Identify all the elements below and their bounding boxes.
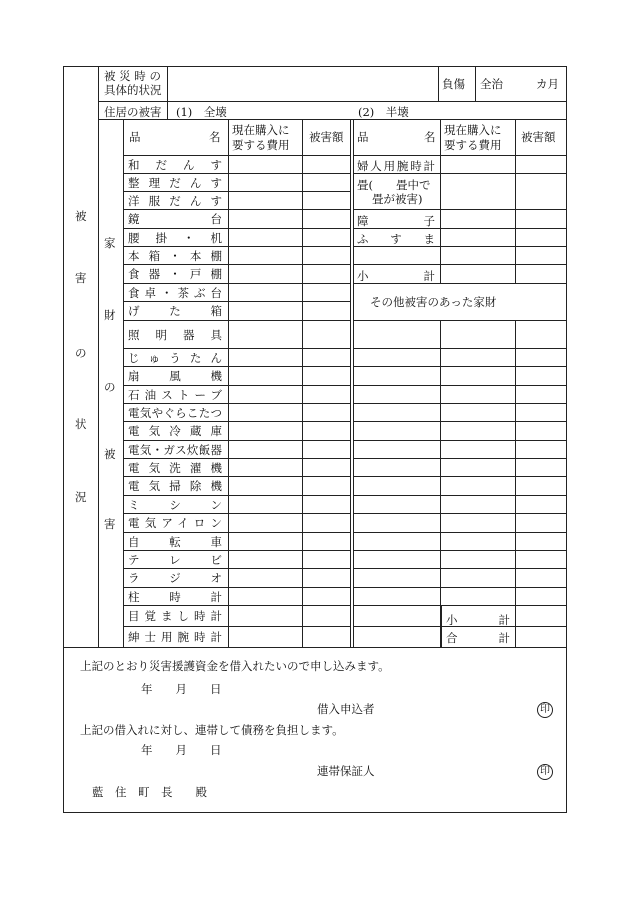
application-date: 年 月 日 xyxy=(141,682,222,696)
left-row-line xyxy=(123,228,350,229)
right-row-line xyxy=(353,421,567,422)
right-row-line xyxy=(353,440,567,441)
left-item-label: 扇風機 xyxy=(128,369,222,383)
left-row-line xyxy=(123,458,350,459)
outer-side-char: 状 xyxy=(75,417,87,431)
col-item-left-1: 品 xyxy=(129,130,141,144)
bottom-total-left xyxy=(441,605,442,647)
other-title-bottom xyxy=(353,320,567,321)
injury-unit: カ月 xyxy=(536,77,559,91)
inner-side-char: 財 xyxy=(104,308,116,322)
guarantor-label: 連帯保証人 xyxy=(317,764,375,778)
left-item-label: 食器・戸棚 xyxy=(128,267,222,281)
header-row-bottom xyxy=(98,101,567,102)
right-damage-divider-top xyxy=(515,119,516,283)
dwelling-option-1: (1) 全壊 xyxy=(176,105,227,119)
left-row-line xyxy=(123,587,350,588)
status-label-line2: 具体的状況 xyxy=(104,83,162,97)
left-item-label: 目覚まし時計 xyxy=(128,609,222,623)
dwelling-label: 住居の被害 xyxy=(104,105,162,119)
left-row-line xyxy=(123,421,350,422)
left-item-label: 電気冷蔵庫 xyxy=(128,424,222,438)
col-item-left-2: 名 xyxy=(209,130,221,144)
right-row-line xyxy=(353,495,567,496)
left-row-line xyxy=(123,209,350,210)
left-item-label: 整理だんす xyxy=(128,176,222,190)
inner-side-char: 被 xyxy=(104,447,116,461)
left-item-label: 電気やぐらこたつ xyxy=(128,406,222,420)
right-item-tatami-l1: 畳( 畳中で xyxy=(357,178,431,192)
right-item-tatami-l2: 畳が被害) xyxy=(372,192,423,206)
right-row-line xyxy=(353,366,567,367)
right-row-line xyxy=(353,568,567,569)
col-cost-right-l2: 要する費用 xyxy=(444,138,502,152)
left-row-line xyxy=(123,264,350,265)
left-row-line xyxy=(123,605,350,606)
left-row-line xyxy=(123,532,350,533)
right-cost-divider-bottom xyxy=(440,320,441,647)
injury-divider xyxy=(438,66,439,101)
left-item-label: 電気掃除機 xyxy=(128,479,222,493)
left-item-label: 柱時計 xyxy=(128,590,222,604)
left-item-label: 食卓・茶ぶ台 xyxy=(128,286,222,300)
left-item-label: 自転車 xyxy=(128,535,222,549)
left-item-label: 電気アイロン xyxy=(128,516,222,530)
right-item-shoji: 障子 xyxy=(357,214,435,228)
left-row-line xyxy=(123,301,350,302)
applicant-label: 借入申込者 xyxy=(317,702,375,716)
left-item-label: 和だんす xyxy=(128,158,222,172)
left-item-label: 電気・ガス炊飯器 xyxy=(128,443,222,457)
left-item-label: じゅうたん xyxy=(128,351,222,365)
col-cost-left-l1: 現在購入に xyxy=(232,123,290,137)
guarantor-seal: 印 xyxy=(537,764,553,780)
left-header-bottom xyxy=(123,155,350,156)
right-row-line xyxy=(353,385,567,386)
left-row-line xyxy=(123,476,350,477)
left-item-label: 石油ストーブ xyxy=(128,388,222,402)
col-cost-right-l1: 現在購入に xyxy=(444,123,502,137)
right-row-line xyxy=(353,458,567,459)
guarantor-statement: 上記の借入れに対し、連帯して債務を負担します。 xyxy=(80,723,344,737)
col-divider-side xyxy=(98,66,99,647)
right-row-line xyxy=(353,476,567,477)
right-row-line xyxy=(353,264,567,265)
bottom-total: 合計 xyxy=(446,631,510,645)
addressee: 藍 住 町 長 殿 xyxy=(92,785,207,799)
injury-divider-2 xyxy=(475,66,476,101)
left-table-right xyxy=(350,119,351,647)
other-header-bottom xyxy=(353,348,567,349)
left-item-label: 腰掛・机 xyxy=(128,231,222,245)
dwelling-label-divider xyxy=(167,101,168,119)
right-row-line xyxy=(353,550,567,551)
left-item-label: 鏡台 xyxy=(128,212,222,226)
left-row-line xyxy=(123,320,350,321)
outer-side-char: 被 xyxy=(75,209,87,223)
left-row-line xyxy=(123,403,350,404)
left-item-label: テレビ xyxy=(128,553,222,567)
left-item-label: 照明器具 xyxy=(128,328,222,342)
status-label-line1: 被 災 時 の xyxy=(104,69,161,83)
outer-side-char: 況 xyxy=(75,490,87,504)
left-row-line xyxy=(123,626,350,627)
left-row-line xyxy=(123,173,350,174)
other-items-title: その他被害のあった家財 xyxy=(370,295,497,309)
left-item-label: ラジオ xyxy=(128,571,222,585)
right-row-line xyxy=(353,403,567,404)
left-row-line xyxy=(123,283,350,284)
table-bottom xyxy=(63,647,567,648)
guarantor-date: 年 月 日 xyxy=(141,743,222,757)
application-statement: 上記のとおり災害援護資金を借入れたいので申し込みます。 xyxy=(80,659,390,673)
left-item-label: ミシン xyxy=(128,498,222,512)
right-row-line xyxy=(353,209,567,210)
left-row-line xyxy=(123,568,350,569)
right-cost-divider-top xyxy=(440,119,441,283)
applicant-seal: 印 xyxy=(537,702,553,718)
left-row-line xyxy=(123,191,350,192)
inner-side-char: 家 xyxy=(104,236,116,250)
dwelling-row-bottom xyxy=(98,119,567,120)
left-row-line xyxy=(123,366,350,367)
left-item-label: 洋服だんす xyxy=(128,194,222,208)
left-row-line xyxy=(123,246,350,247)
right-item-ladies-watch: 婦人用腕時計 xyxy=(357,159,435,173)
inner-side-char: の xyxy=(104,380,116,394)
right-row-line xyxy=(353,605,567,606)
left-row-line xyxy=(123,348,350,349)
right-damage-divider-bottom xyxy=(515,320,516,647)
left-item-label: げた箱 xyxy=(128,304,222,318)
left-item-label: 本箱・本棚 xyxy=(128,249,222,263)
right-header-bottom xyxy=(353,155,567,156)
left-row-line xyxy=(123,385,350,386)
right-row-line xyxy=(353,587,567,588)
col-item-right-2: 名 xyxy=(424,130,436,144)
left-item-label: 電気洗濯機 xyxy=(128,461,222,475)
right-row-line xyxy=(353,532,567,533)
col-damage-left: 被害額 xyxy=(309,130,344,144)
outer-side-char: 害 xyxy=(75,271,87,285)
left-row-line xyxy=(123,495,350,496)
injury-label: 負傷 xyxy=(442,77,465,91)
left-row-line xyxy=(123,513,350,514)
injury-value: 全治 xyxy=(480,77,503,91)
left-row-line xyxy=(123,440,350,441)
dwelling-option-2: (2) 半壊 xyxy=(358,105,409,119)
col-cost-left-l2: 要する費用 xyxy=(232,138,290,152)
left-item-label: 紳士用腕時計 xyxy=(128,630,222,644)
right-subtotal: 小計 xyxy=(357,269,435,283)
bottom-subtotal: 小計 xyxy=(446,613,510,627)
header-label-divider xyxy=(167,66,168,101)
col-item-right-1: 品 xyxy=(357,130,369,144)
left-row-line xyxy=(123,550,350,551)
inner-side-char: 害 xyxy=(104,517,116,531)
right-row-line xyxy=(353,513,567,514)
outer-side-char: の xyxy=(75,346,87,360)
col-damage-right: 被害額 xyxy=(521,130,556,144)
right-item-fusuma: ふすま xyxy=(357,232,435,246)
